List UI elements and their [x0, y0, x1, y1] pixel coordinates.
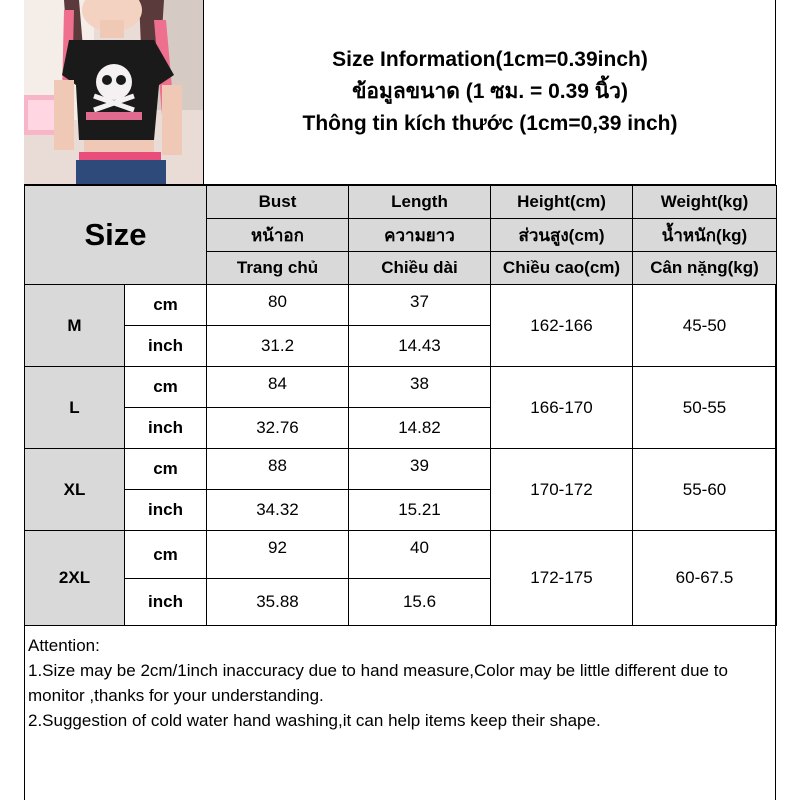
column-height-vi: Chiều cao(cm)	[491, 252, 633, 285]
table-row	[25, 285, 777, 326]
column-bust-th: หน้าอก	[207, 219, 349, 252]
size-label-l: L	[25, 367, 125, 449]
unit-cm: cm	[125, 285, 207, 326]
length-inch-value: 14.82	[349, 408, 491, 449]
bust-cm-value: 80	[207, 285, 349, 326]
table-row	[25, 531, 777, 579]
unit-cm: cm	[125, 367, 207, 408]
weight-value: 55-60	[633, 449, 777, 531]
column-bust-en: Bust	[207, 186, 349, 219]
column-weight-en: Weight(kg)	[633, 186, 777, 219]
height-value: 162-166	[491, 285, 633, 367]
height-value: 170-172	[491, 449, 633, 531]
attention-note-2: 2.Suggestion of cold water hand washing,it can help items keep their shape.	[28, 711, 601, 730]
bust-inch-value: 32.76	[207, 408, 349, 449]
bust-cm-value: 92	[207, 531, 349, 579]
bust-inch-value: 34.32	[207, 490, 349, 531]
title-block	[204, 0, 776, 184]
column-height-en: Height(cm)	[491, 186, 633, 219]
column-weight-vi: Cân nặng(kg)	[633, 252, 777, 285]
bust-inch-value: 31.2	[207, 326, 349, 367]
unit-cm: cm	[125, 531, 207, 579]
title-vietnamese: Thông tin kích thước (1cm=0,39 inch)	[302, 112, 678, 135]
column-bust-vi: Trang chủ	[207, 252, 349, 285]
size-table	[24, 185, 777, 626]
bust-cm-value: 88	[207, 449, 349, 490]
length-inch-value: 15.6	[349, 579, 491, 626]
bust-cm-value: 84	[207, 367, 349, 408]
length-cm-value: 40	[349, 531, 491, 579]
attention-heading: Attention:	[28, 636, 100, 655]
title-thai: ข้อมูลขนาด (1 ซม. = 0.39 นิ้ว)	[352, 80, 628, 103]
size-label-2xl: 2XL	[25, 531, 125, 626]
height-value: 172-175	[491, 531, 633, 626]
unit-inch: inch	[125, 579, 207, 626]
column-length-vi: Chiều dài	[349, 252, 491, 285]
length-inch-value: 15.21	[349, 490, 491, 531]
length-cm-value: 37	[349, 285, 491, 326]
column-weight-th: น้ำหนัก(kg)	[633, 219, 777, 252]
bust-inch-value: 35.88	[207, 579, 349, 626]
weight-value: 60-67.5	[633, 531, 777, 626]
weight-value: 50-55	[633, 367, 777, 449]
unit-cm: cm	[125, 449, 207, 490]
unit-inch: inch	[125, 408, 207, 449]
unit-inch: inch	[125, 490, 207, 531]
column-length-en: Length	[349, 186, 491, 219]
unit-inch: inch	[125, 326, 207, 367]
height-value: 166-170	[491, 367, 633, 449]
table-row	[25, 449, 777, 490]
size-header: Size	[25, 186, 207, 285]
size-label-m: M	[25, 285, 125, 367]
length-inch-value: 14.43	[349, 326, 491, 367]
column-height-th: ส่วนสูง(cm)	[491, 219, 633, 252]
column-length-th: ความยาว	[349, 219, 491, 252]
model-photo-illustration	[24, 0, 204, 184]
header	[24, 0, 776, 185]
product-photo	[24, 0, 204, 184]
size-label-xl: XL	[25, 449, 125, 531]
length-cm-value: 39	[349, 449, 491, 490]
length-cm-value: 38	[349, 367, 491, 408]
weight-value: 45-50	[633, 285, 777, 367]
attention-notes	[24, 630, 776, 800]
attention-note-1: 1.Size may be 2cm/1inch inaccuracy due to hand measure,Color may be little different due to monitor ,thanks for your understanding.	[28, 661, 728, 705]
title-english: Size Information(1cm=0.39inch)	[332, 48, 648, 71]
table-row	[25, 367, 777, 408]
